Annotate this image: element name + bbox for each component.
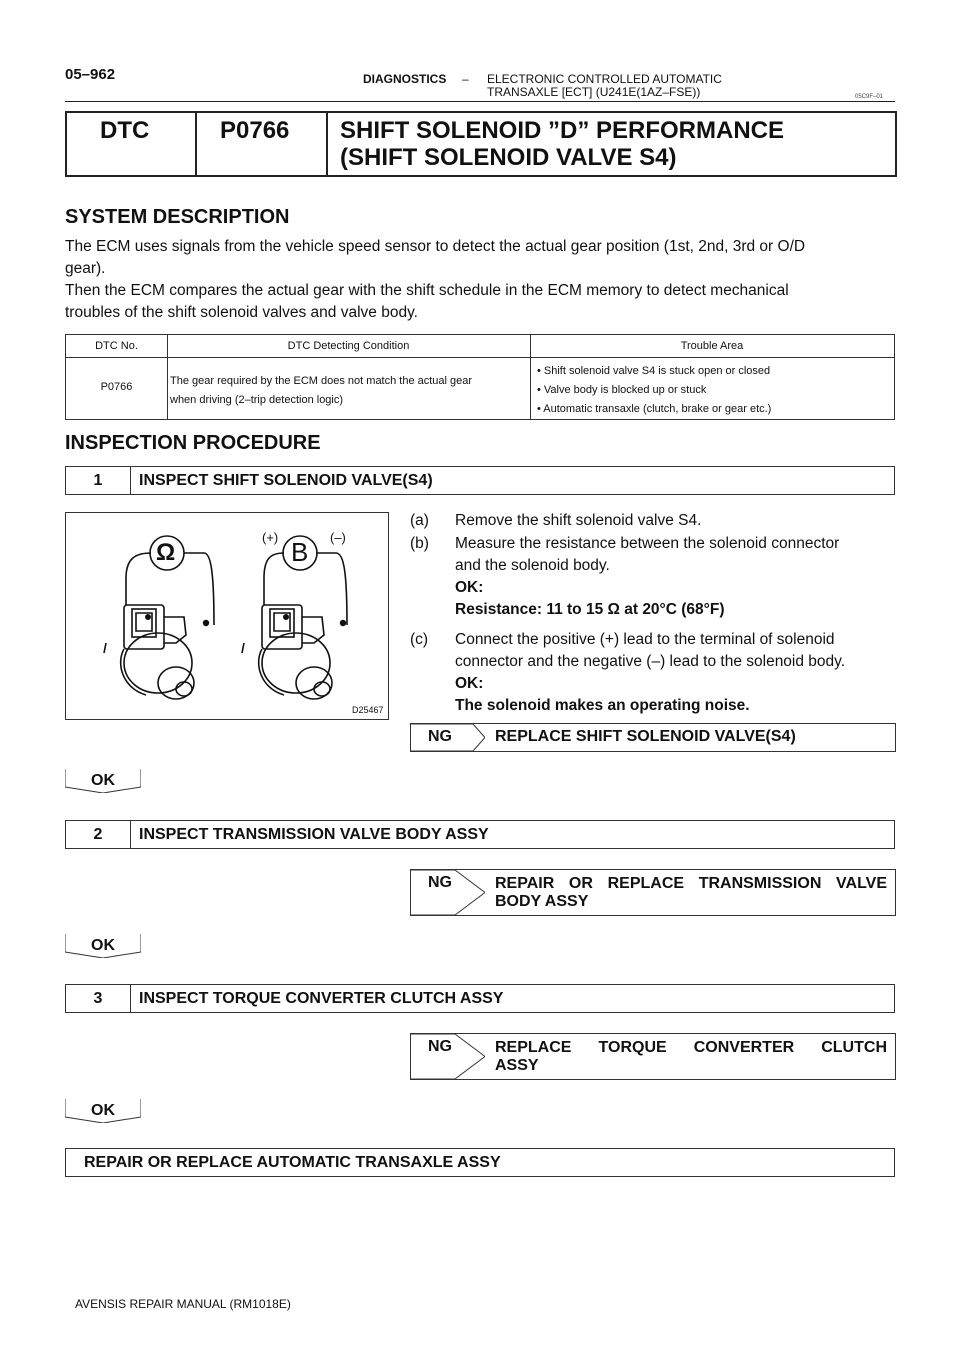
trouble-area-item: • Valve body is blocked up or stuck <box>537 384 707 396</box>
procedure-line: connector and the negative (–) lead to the solenoid body. <box>455 653 846 670</box>
step-1-tag-c: (c) <box>410 631 429 648</box>
ng-result-text <box>495 1039 887 1075</box>
ng-label: NG <box>428 1038 452 1055</box>
step-1-text-a: Remove the shift solenoid valve S4. <box>455 512 702 529</box>
resistance-spec: Resistance: 11 to 15 Ω at 20°C (68°F) <box>455 601 725 618</box>
header-rule <box>65 101 895 102</box>
system-description-heading: SYSTEM DESCRIPTION <box>65 206 290 228</box>
figure-id: D25467 <box>352 705 384 715</box>
step-3-box <box>65 984 895 1013</box>
ok-spec-label: OK: <box>455 675 484 692</box>
step-title: INSPECT SHIFT SOLENOID VALVE(S4) <box>139 472 433 489</box>
step-1-text-b <box>455 533 839 621</box>
solenoid-test-figure <box>65 512 389 720</box>
table-cell-dtc-no: P0766 <box>100 381 133 393</box>
ok-tab <box>65 1099 141 1123</box>
battery-letter: B <box>291 537 309 567</box>
final-action-text: REPAIR OR REPLACE AUTOMATIC TRANSAXLE ASSY <box>84 1154 501 1171</box>
step-1-tag-b: (b) <box>410 535 429 552</box>
step-1-box <box>65 466 895 495</box>
step-title: INSPECT TRANSMISSION VALVE BODY ASSY <box>139 826 489 843</box>
description-line: troubles of the shift solenoid valves and valve body. <box>65 304 418 321</box>
step-1-text-c <box>455 629 845 717</box>
dtc-divider <box>195 111 197 175</box>
description-line: The ECM uses signals from the vehicle speed sensor to detect the actual gear position (1st, 2nd, 3rd or O/D <box>65 238 806 255</box>
ng-label: NG <box>428 728 452 745</box>
header-section: DIAGNOSTICS <box>363 72 447 86</box>
ng-result-text <box>495 875 887 911</box>
ng-result-line: ASSY <box>495 1057 539 1074</box>
dtc-table <box>65 334 895 420</box>
ng-result-3 <box>410 1033 896 1080</box>
step-number: 3 <box>66 985 131 1012</box>
ok-label: OK <box>91 937 115 954</box>
ng-label: NG <box>428 874 452 891</box>
ng-result-line: BODY ASSY <box>495 893 589 910</box>
ohm-symbol: Ω <box>156 539 176 566</box>
procedure-line: Connect the positive (+) lead to the terminal of solenoid <box>455 631 835 648</box>
step-2-box <box>65 820 895 849</box>
step-number: 2 <box>66 821 131 848</box>
inspection-procedure-heading: INSPECTION PROCEDURE <box>65 432 321 454</box>
header-subtitle-line1: ELECTRONIC CONTROLLED AUTOMATIC <box>487 72 722 86</box>
ok-label: OK <box>91 772 115 789</box>
ok-label: OK <box>91 1102 115 1119</box>
negative-lead-label: (–) <box>330 530 346 545</box>
ng-result-line: REPAIR OR REPLACE TRANSMISSION VALVE <box>495 875 887 892</box>
dtc-code: P0766 <box>220 117 290 144</box>
step-1-tag-a: (a) <box>410 512 429 529</box>
ng-result-text: REPLACE SHIFT SOLENOID VALVE(S4) <box>495 728 796 745</box>
procedure-line: Measure the resistance between the solenoid connector <box>455 535 840 552</box>
table-cell-condition <box>170 372 472 410</box>
step-number: 1 <box>66 467 131 494</box>
dtc-title-line1: SHIFT SOLENOID ”D” PERFORMANCE <box>340 117 785 144</box>
dtc-divider <box>326 111 328 175</box>
table-header: DTC No. <box>95 340 138 352</box>
description-line: Then the ECM compares the actual gear with the shift schedule in the ECM memory to detect mechanical <box>65 282 789 299</box>
table-cell-trouble-area <box>537 362 771 419</box>
page-number: 05–962 <box>65 66 116 83</box>
step-title: INSPECT TORQUE CONVERTER CLUTCH ASSY <box>139 990 504 1007</box>
ng-result-2 <box>410 869 896 916</box>
condition-line: The gear required by the ECM does not match the actual gear <box>170 375 473 387</box>
ok-tab <box>65 934 141 958</box>
header-ref-code: 05C9F–01 <box>855 94 884 100</box>
ng-result-line: REPLACE TORQUE CONVERTER CLUTCH <box>495 1039 887 1056</box>
procedure-line: and the solenoid body. <box>455 557 610 574</box>
dtc-label: DTC <box>100 117 150 144</box>
table-header: DTC Detecting Condition <box>287 340 410 352</box>
dtc-title-line2: (SHIFT SOLENOID VALVE S4) <box>340 144 677 171</box>
ok-tab <box>65 769 141 793</box>
final-action-box <box>65 1148 895 1177</box>
ok-spec-label: OK: <box>455 579 484 596</box>
system-description-text <box>65 236 895 324</box>
header-subtitle-line2: TRANSAXLE [ECT] (U241E(1AZ–FSE)) <box>487 85 701 99</box>
positive-lead-label: (+) <box>262 530 279 545</box>
header-dash: – <box>462 72 469 86</box>
trouble-area-item: • Shift solenoid valve S4 is stuck open or closed <box>537 365 771 377</box>
ng-result-1 <box>410 723 896 752</box>
footer-manual-id: AVENSIS REPAIR MANUAL (RM1018E) <box>75 1297 291 1311</box>
condition-line: when driving (2–trip detection logic) <box>170 394 344 406</box>
table-header: Trouble Area <box>680 340 744 352</box>
description-line: gear). <box>65 260 106 277</box>
noise-spec: The solenoid makes an operating noise. <box>455 697 750 714</box>
trouble-area-item: • Automatic transaxle (clutch, brake or gear etc.) <box>537 403 772 415</box>
